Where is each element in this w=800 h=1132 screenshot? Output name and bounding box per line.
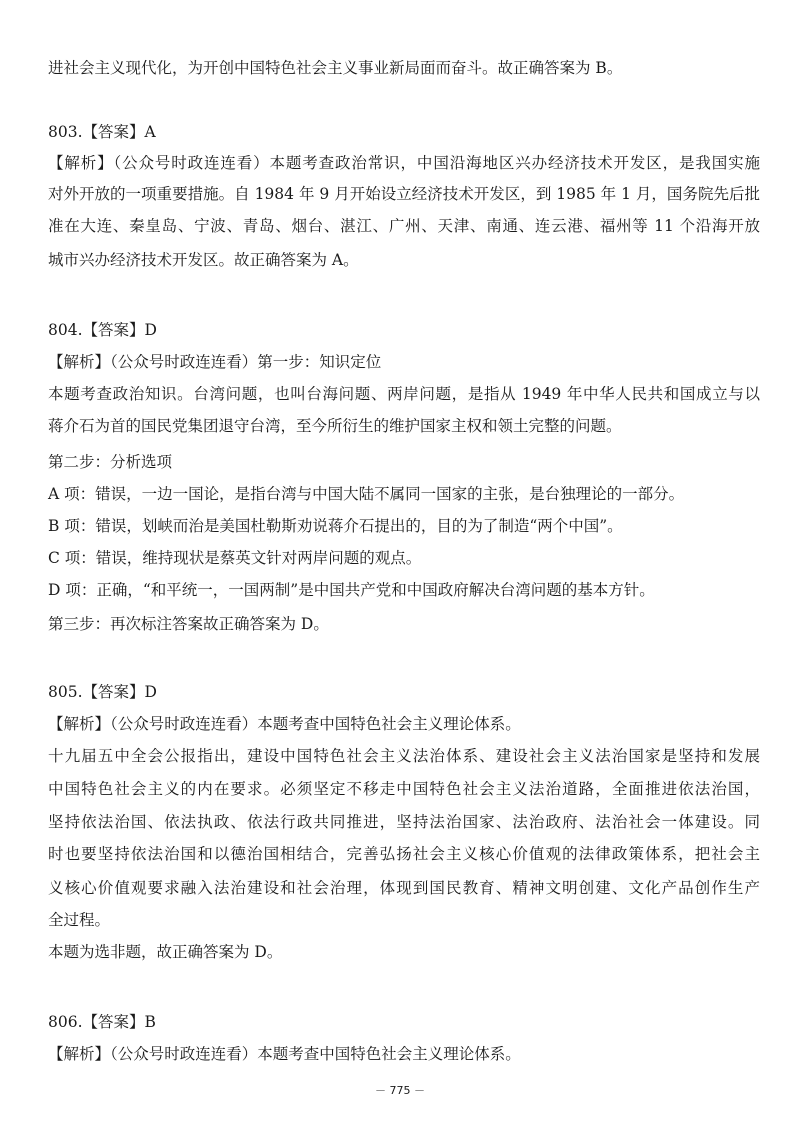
text-line: 【解析】（公众号时政连连看）本题考查中国特色社会主义理论体系。 xyxy=(48,1045,521,1063)
text-line: 【解析】（公众号时政连连看）本题考查中国特色社会主义理论体系。 xyxy=(48,715,521,733)
text-line: 【解析】（公众号时政连连看）第一步：知识定位 xyxy=(48,353,382,371)
text-line: 全过程。 xyxy=(48,911,111,929)
text-line: 蒋介石为首的国民党集团退守台湾，至今所衍生的维护国家主权和领土完整的问题。 xyxy=(48,417,622,435)
text-line: 坚持依法治国、依法执政、依法行政共同推进，坚持法治国家、法治政府、法治社会一体建设。同 xyxy=(48,813,760,831)
answer-heading-804: 804.【答案】D xyxy=(48,321,157,339)
answer-heading-806: 806.【答案】B xyxy=(48,1013,156,1031)
text-line: 本题考查政治知识。台湾问题，也叫台海问题、两岸问题，是指从 1949 年中华人民共和国成立与以 xyxy=(48,385,760,403)
text-line: 十九届五中全会公报指出，建设中国特色社会主义法治体系、建设社会主义法治国家是坚持和发展 xyxy=(48,747,760,765)
text-line: D 项：正确，“和平统一，一国两制”是中国共产党和中国政府解决台湾问题的基本方针。 xyxy=(48,581,655,599)
text-line: 城市兴办经济技术开发区。故正确答案为 A。 xyxy=(48,251,359,269)
text-line: 第三步：再次标注答案故正确答案为 D。 xyxy=(48,615,329,633)
answer-heading-803: 803.【答案】A xyxy=(48,123,156,141)
text-line: 义核心价值观要求融入法治建设和社会治理，体现到国民教育、精神文明创建、文化产品创作生产 xyxy=(48,879,760,897)
text-line: A 项：错误，一边一国论，是指台湾与中国大陆不属同一国家的主张，是台独理论的一部分。 xyxy=(48,485,685,503)
text-line: 中国特色社会主义的内在要求。必须坚定不移走中国特色社会主义法治道路，全面推进依法治国， xyxy=(48,780,760,798)
text-line: 对外开放的一项重要措施。自 1984 年 9 月开始设立经济技术开发区，到 1985 年 1 月，国务院先后批 xyxy=(48,185,760,203)
text-line: 时也要坚持依法治国和以德治国相结合，完善弘扬社会主义核心价值观的法律政策体系，把社会主 xyxy=(48,845,760,863)
text-line: B 项：错误，划峡而治是美国杜勒斯劝说蒋介石提出的，目的为了制造“两个中国”。 xyxy=(48,517,623,535)
text-line: 第二步：分析选项 xyxy=(48,453,173,471)
page-number: － 775 － xyxy=(375,1084,425,1097)
text-line: 【解析】（公众号时政连连看）本题考查政治常识，中国沿海地区兴办经济技术开发区，是我国实施 xyxy=(48,154,760,172)
text-line: 进社会主义现代化，为开创中国特色社会主义事业新局面而奋斗。故正确答案为 B。 xyxy=(48,59,623,77)
text-line: 本题为选非题，故正确答案为 D。 xyxy=(48,943,283,961)
text-line: C 项：错误，维持现状是蔡英文针对两岸问题的观点。 xyxy=(48,549,422,567)
text-line: 准在大连、秦皇岛、宁波、青岛、烟台、湛江、广州、天津、南通、连云港、福州等 11 个沿海开放 xyxy=(48,217,760,235)
answer-heading-805: 805.【答案】D xyxy=(48,683,157,701)
